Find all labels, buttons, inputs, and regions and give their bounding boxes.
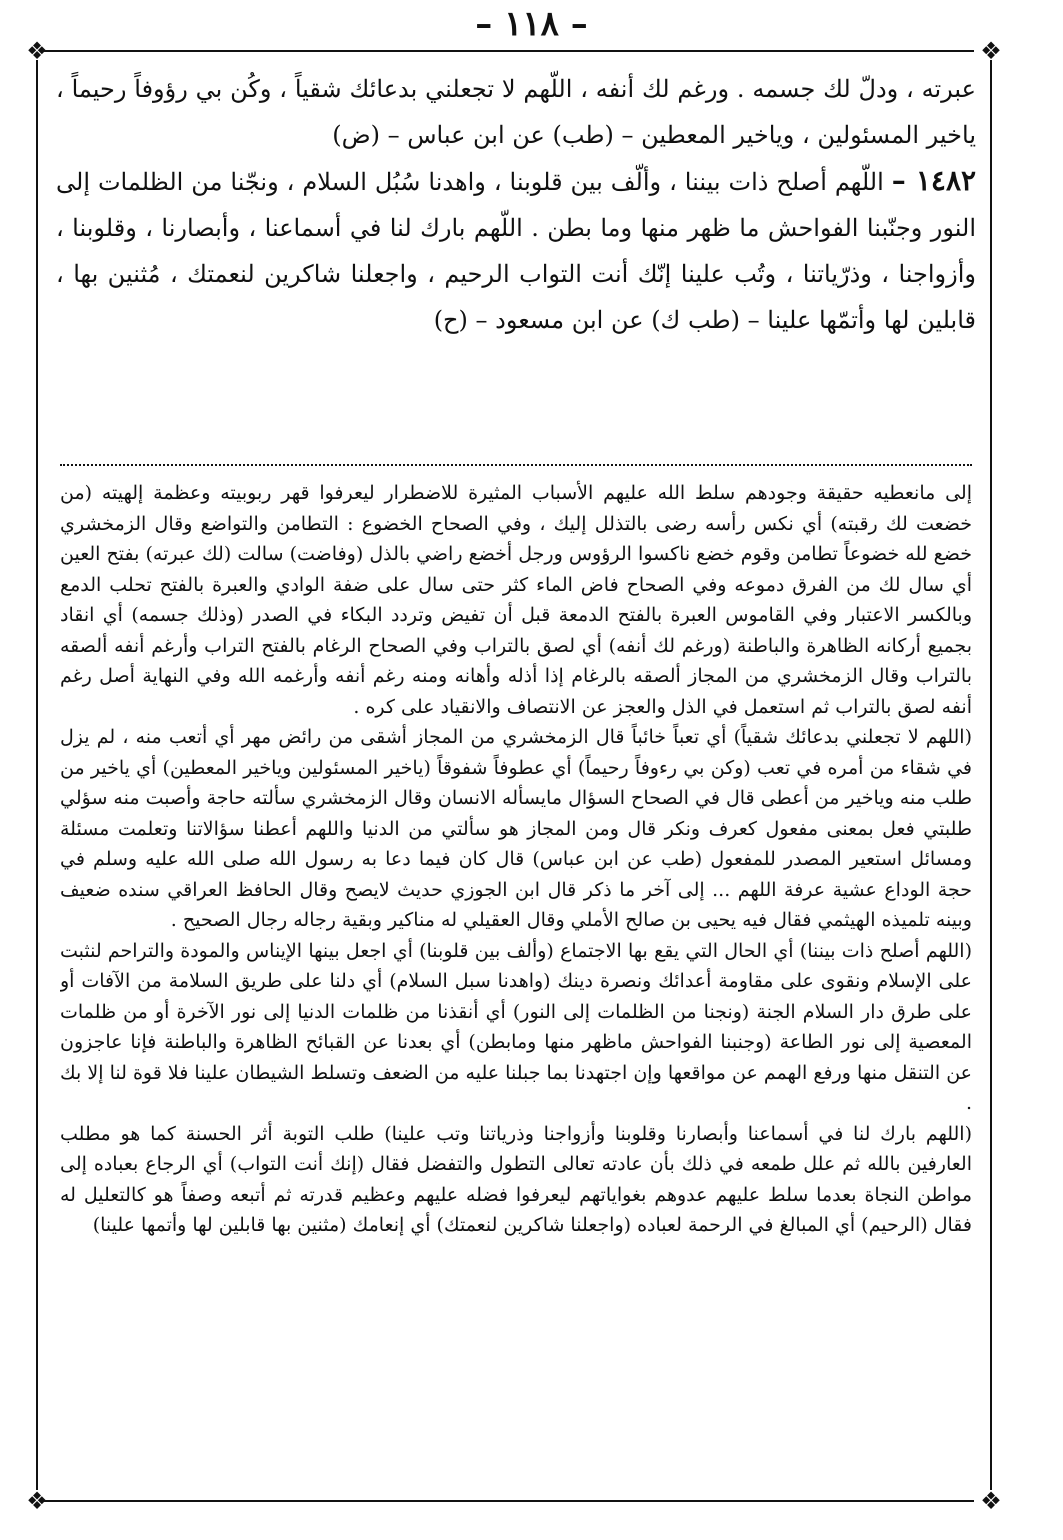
corner-ornament-icon: ❖ (26, 37, 48, 65)
corner-ornament-icon: ❖ (980, 1487, 1002, 1515)
hadith-entry (56, 158, 976, 343)
hadith-entry-text: اللّهم أصلح ذات بيننا ، وألّف بين قلوبنا ، واهدنا سُبُل السلام ، ونجّنا من الظلمات إلى النور وجنّبنا الفواحش ما ظهر منها وما بطن . اللّهم بارك لنا في أسماعنا ، وأبصارنا ، وقلوبنا ، وأزواجنا ، وذرّياتنا ، وتُب علينا إنّك أنت التواب الرحيم ، واجعلنا شاكرين لنعمتك ، مُثنين بها ، قابلين لها وأتمّها علينا – (طب ك) عن ابن مسعود – (ح) (56, 168, 976, 334)
commentary-paragraph: (اللهم لا تجعلني بدعائك شقياً) أي تعباً خائباً قال الزمخشري من المجاز أشقى من رائض مهر أي أتعب منه ، لم يزل في شقاء من أمره في تعب (وكن بي رءوفاً رحيماً) أي عطوفاً شفوقاً (ياخير المسئولين وياخير المعطين) أي ياخير من طلب منه وياخير من أعطى قال في الصحاح السؤال مايسأله الانسان وقال الزمخشري سألته حاجة وأصبت منه سؤلي طلبتي فعل بمعنى مفعول كعرف ونكر قال ومن المجاز هو سألتي من الدنيا واللهم أعطنا سؤالاتنا وتعلمت مسئلة ومسائل استعير المصدر للمفعول (طب عن ابن عباس) قال كان فيما دعا به رسول الله صلى الله عليه وسلم في حجة الوداع عشية عرفة اللهم ... إلى آخر ما ذكر قال ابن الجوزي حديث لايصح وقال الحافظ العراقي سنده ضعيف وبينه تلميذه الهيثمي فقال فيه يحيى بن صالح الأملي وقال العقيلي له مناكير وبقية رجاله رجال الصحيح . (60, 726, 972, 931)
hadith-text-block (56, 66, 976, 460)
commentary-paragraph: (اللهم أصلح ذات بيننا) أي الحال التي يقع بها الاجتماع (وألف بين قلوبنا) أي اجعل بينها الإيناس والمودة والتراحم لنثبت على الإسلام ونقوى على مقاومة أعدائك ونصرة دينك (واهدنا سبل السلام) أي دلنا على طريق السلامة من الآفات أو على طرق دار السلام الجنة (ونجنا من الظلمات إلى النور) أي أنقذنا من ظلمات الدنيا إلى نور الآخرة أو من ظلمات المعصية إلى نور الطاعة (وجنبنا الفواحش ماظهر منها ومابطن) أي بعدنا عن القبائح الظاهرة والباطنة فإنا عاجزون عن التنقل منها ورفع الهمم عن مواقعها وإن اجتهدنا بما جبلنا عليه من الضعف وتسلط الشيطان علينا فلا قوة لنا إلا بك . (60, 939, 972, 1114)
commentary-paragraph: إلى مانعطيه حقيقة وجودهم سلط الله عليهم الأسباب المثيرة للاضطرار ليعرفوا قهر ربوبيته وعظمة إلهيته (من خضعت لك رقبته) أي نكس رأسه رضى بالتذلل إليك ، وفي الصحاح الخضوع : التطامن والتواضع وقال الزمخشري خضع لله خضوعاً تطامن وقوم خضع ناكسوا الرؤوس ورجل أخضع راضي بالذل (وفاضت) سالت (لك عبرته) بفتح العين أي سال لك من الفرق دموعه وفي الصحاح فاض الماء كثر حتى سال على ضفة الوادي والعبرة بالفتح تحلب الدمع وبالكسر الاعتبار وفي القاموس العبرة بالفتح الدمعة قبل أن تفيض وتردد البكاء في الصدر (وذلك جسمه) أي انقاد بجميع أركانه الظاهرة والباطنة (ورغم لك أنفه) أي لصق بالتراب وفي الصحاح الرغام بالفتح التراب وأرغم أنفه ألصقه بالتراب وقال الزمخشري من المجاز ألصقه بالرغام إذا أذله وأهانه ومنه رغم أنفه وأرغمه الله وفي النهاية أصل رغم أنفه لصق بالتراب ثم استعمل في الذل والعجز عن الانتصاف والانقياد على كره . (60, 482, 972, 718)
hadith-entry-number: ١٤٨٢ – (891, 164, 976, 197)
dotted-separator (60, 464, 972, 466)
corner-ornament-icon: ❖ (980, 37, 1002, 65)
right-border-rule (990, 60, 992, 1490)
hadith-paragraph: عبرته ، ودلّ لك جسمه . ورغم لك أنفه ، اللّهم لا تجعلني بدعائك شقياً ، وكُن بي رؤوفاً رحيماً ، ياخير المسئولين ، وياخير المعطين – (طب) عن ابن عباس – (ض) (56, 75, 976, 149)
commentary-block (60, 478, 972, 1490)
commentary-paragraph: (اللهم بارك لنا في أسماعنا وأبصارنا وقلوبنا وأزواجنا وذرياتنا وتب علينا) طلب التوبة أثر الحسنة كما هو مطلب العارفين بالله ثم علل طمعه في ذلك بأن عادته تعالى التطول والتفضل فقال (إنك أنت التواب) أي الرجاع بعباده إلى مواطن النجاة بعدما سلط عليهم عدوهم بغواياتهم ليعرفوا فضله عليهم وعظيم قدرته ثم أتبعه وصفاً هو كالتعليل له فقال (الرحيم) أي المبالغ في الرحمة لعباده (واجعلنا شاكرين لنعمتك) أي إنعامك (مثنين بها قابلين لها وأتمها علينا) (60, 1122, 972, 1236)
corner-ornament-icon: ❖ (26, 1487, 48, 1515)
page-number: – ١١٨ – (475, 4, 588, 44)
left-border-rule (36, 60, 38, 1490)
bottom-border-rule (44, 1500, 974, 1502)
top-border-rule (44, 50, 974, 52)
